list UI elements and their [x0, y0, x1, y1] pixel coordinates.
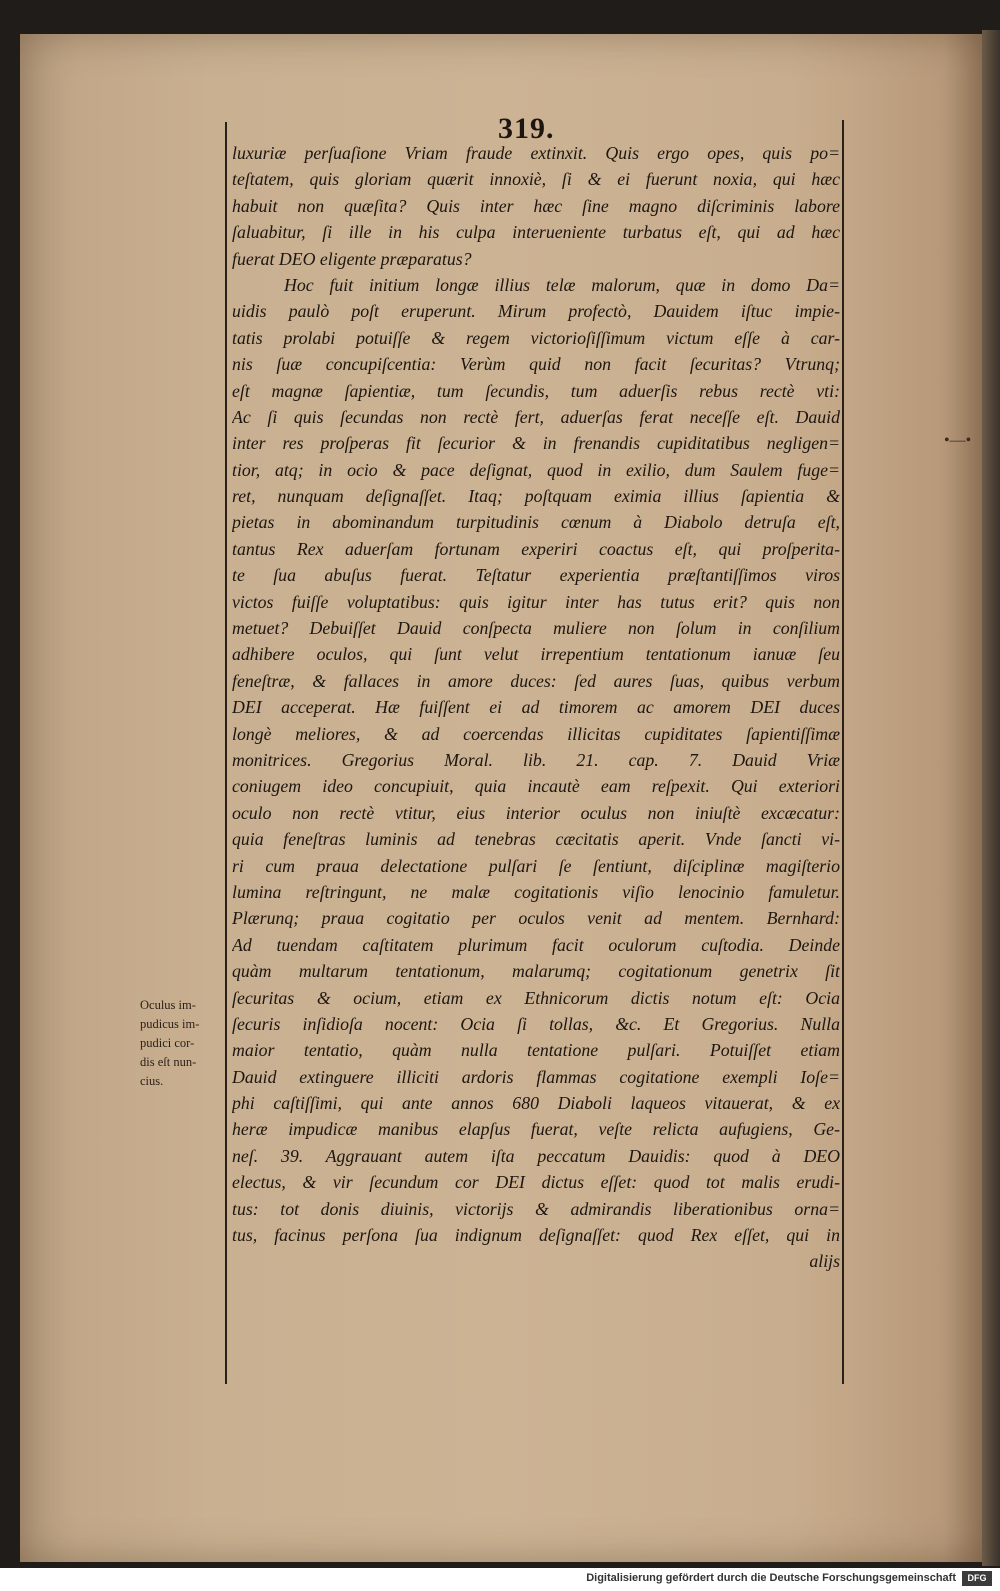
margin-mark: •—• [944, 432, 972, 449]
text-line: ſecuritas & ocium, etiam ex Ethnicorum dictis notum eſt: Ocia [232, 987, 840, 1008]
text-line: Dauid extinguere illiciti ardoris flammas cogitatione exempli Ioſe= [232, 1066, 840, 1087]
text-line: maior tentatio, quàm nulla tentatione pulſari. Potuiſſet etiam [232, 1040, 840, 1061]
page-number: 319. [498, 112, 555, 145]
text-line: inter res proſperas fit ſecurior & in frenandis cupiditatibus negligen= [232, 433, 840, 454]
text-line: lumina reſtringunt, ne malæ cogitationis viſio lenocinio famuletur. [232, 881, 840, 902]
facing-page-edge [982, 30, 1000, 1566]
footer-credit: Digitalisierung gefördert durch die Deutsche Forschungsgemeinschaft [586, 1572, 956, 1584]
text-line: oculo non rectè vtitur, eius interior oculus non iniuſtè excæcatur: [232, 802, 840, 823]
body-text [232, 140, 840, 1275]
text-line: ri cum praua delectatione pulſari ſe ſentiunt, diſciplinæ magiſterio [232, 855, 840, 876]
text-line: habuit non quæſita? Quis inter hæc ſine magno diſcriminis labore [232, 195, 840, 216]
text-line: eſt magnæ ſapientiæ, tum ſecundis, tum aduerſis rebus rectè vti: [232, 380, 840, 401]
text-line: te ſua abuſus fuerat. Teſtatur experientia præſtantiſſimos viros [232, 565, 840, 586]
text-line: longè meliores, & ad coercendas illicitas cupiditates ſapientiſſimæ [232, 723, 840, 744]
text-line: ret, nunquam deſignaſſet. Itaq; poſtquam eximia illius ſapientia & [232, 486, 840, 507]
footer-bar [0, 1568, 1000, 1591]
text-line: tus, facinus perſona ſua indignum deſignaſſet: quod Rex eſſet, qui in [232, 1225, 840, 1246]
margin-note-line: pudicus im- [140, 1017, 200, 1031]
text-line: Ac ſi quis ſecundas non rectè fert, aduerſas ferat neceſſe eſt. Dauid [232, 406, 840, 427]
margin-note-line: cius. [140, 1074, 164, 1088]
text-line: electus, & vir ſecundum cor DEI dictus eſſet: quod tot malis erudi- [232, 1172, 840, 1193]
text-line: teſtatem, quis gloriam quærit innoxiè, ſi & ei fuerunt noxia, qui hæc [232, 169, 840, 190]
text-line: luxuriæ perſuaſione Vriam fraude extinxit. Quis ergo opes, quis po= [232, 143, 840, 163]
text-line: pietas in abominandum turpitudinis cœnum à Diabolo detruſa eſt, [232, 512, 840, 533]
text-line: ſaluabitur, ſi ille in his culpa interueniente turbatus eſt, qui ad hæc [232, 222, 840, 243]
text-line: Hoc fuit initium longæ illius telæ malorum, quæ in domo Da= [284, 274, 840, 295]
text-line: ſecuris inſidioſa nocent: Ocia ſi tollas, &c. Et Gregorius. Nulla [232, 1013, 840, 1034]
text-line: feneſtræ, & fallaces in amore duces: ſed aures ſuas, quibus verbum [232, 670, 840, 691]
text-line: coniugem ideo concupiuit, quia incautè eam reſpexit. Qui exteriori [232, 776, 840, 797]
text-line: tior, atq; in ocio & pace deſignat, quod in exilio, dum Saulem fuge= [232, 459, 840, 480]
text-line: monitrices. Gregorius Moral. lib. 21. cap. 7. Dauid Vriæ [232, 749, 840, 770]
left-column-rule [225, 122, 227, 1384]
text-line: alijs [809, 1251, 840, 1272]
text-line: victos fuiſſe voluptatibus: quis igitur inter has tutus erit? quis non [232, 591, 840, 612]
margin-note-line: pudici cor- [140, 1036, 195, 1050]
text-line: fuerat DEO eligente præparatus? [232, 248, 472, 269]
margin-note [140, 996, 218, 1091]
text-line: DEI acceperat. Hæ fuiſſent ei ad timorem ac amorem DEI duces [232, 697, 840, 718]
text-line: neſ. 39. Aggrauant autem iſta peccatum Dauidis: quod à DEO [232, 1145, 840, 1166]
text-line: tatis prolabi potuiſſe & regem victorioſiſſimum victum eſſe à car- [232, 327, 840, 348]
text-line: uidis paulò poſt eruperunt. Mirum profectò, Dauidem iſtuc impie- [232, 301, 840, 322]
text-line: quia feneſtras luminis ad tenebras cæcitatis aperit. Vnde ſancti vi- [232, 829, 840, 850]
text-line: adhibere oculos, qui ſunt velut irrepentium tentationum ianuæ ſeu [232, 644, 840, 665]
text-line: tus: tot donis diuinis, victorijs & admirandis liberationibus orna= [232, 1198, 840, 1219]
text-line: quàm multarum tentationum, malarumq; cogitationum genetrix ſit [232, 961, 840, 982]
margin-note-line: dis eſt nun- [140, 1055, 197, 1069]
text-line: nis ſuæ concupiſcentia: Verùm quid non facit ſecuritas? Vtrunq; [232, 354, 840, 375]
text-line: heræ impudicæ manibus elapſus fuerat, veſte relicta aufugiens, Ge- [232, 1119, 840, 1140]
margin-note-line: Oculus im- [140, 998, 196, 1012]
text-line: Plærunq; praua cogitatio per oculos venit ad mentem. Bernhard: [232, 908, 840, 929]
text-line: tantus Rex aduerſam fortunam experiri coactus eſt, qui proſperita- [232, 538, 840, 559]
dfg-logo-icon: DFG [962, 1571, 992, 1586]
right-column-rule [842, 120, 844, 1384]
text-line: phi caſtiſſimi, qui ante annos 680 Diaboli laqueos vitauerat, & ex [232, 1093, 840, 1114]
text-line: metuet? Debuiſſet Dauid conſpecta muliere non ſolum in conſilium [232, 618, 840, 639]
text-line: Ad tuendam caſtitatem plurimum facit oculorum cuſtodia. Deinde [232, 934, 840, 955]
